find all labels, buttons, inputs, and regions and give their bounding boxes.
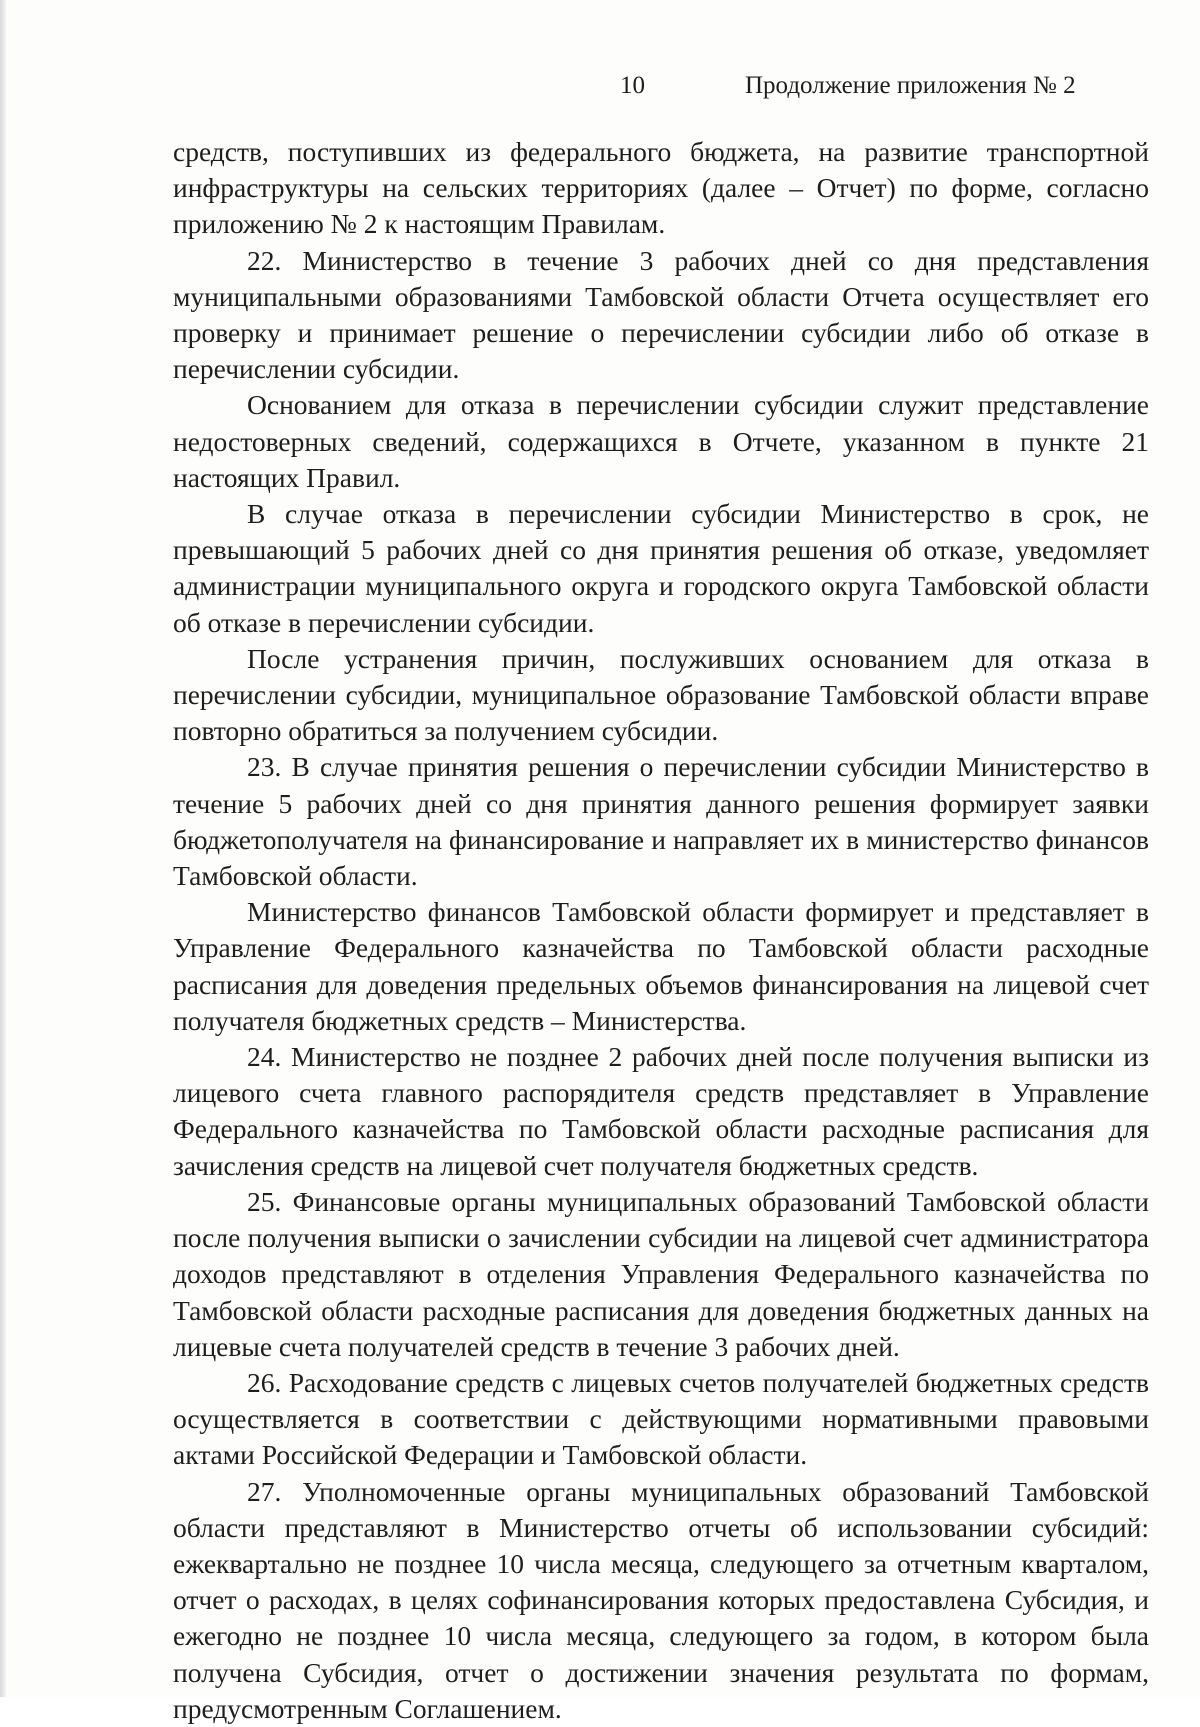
paragraph-finance-ministry: Министерство финансов Тамбовской области формирует и представляет в Управление Федерального казначейства по Тамбовской области расходные расписания для доведения предельных объемов финансирования на лицевой счет получателя бюджетных средств – Министерства. bbox=[173, 896, 1149, 1036]
paragraph-item-22: 22. Министерство в течение 3 рабочих дней со дня представления муниципальными образованиями Тамбовской области Отчета осуществляет его проверку и принимает решение о перечислении субсидии либо об отказе в перечислении субсидии. bbox=[173, 244, 1149, 385]
paragraph-item-25: 25. Финансовые органы муниципальных образований Тамбовской области после получения выписки о зачислении субсидии на лицевой счет администратора доходов представляют в отделения Управления Федерального казначейства по Тамбовской области расходные расписания для доведения бюджетных данных на лицевые счета получателей средств в течение 3 рабочих дней. bbox=[173, 1185, 1149, 1362]
scan-edge bbox=[0, 0, 6, 1697]
paragraph-refusal-grounds: Основанием для отказа в перечислении субсидии служит представление недостоверных сведений, содержащихся в Отчете, указанном в пункте 21 настоящих Правил. bbox=[173, 389, 1149, 493]
appendix-continuation-label: Продолжение приложения № 2 bbox=[745, 72, 1076, 99]
paragraph-refusal-notice: В случае отказа в перечислении субсидии Министерство в срок, не превышающий 5 рабочих дней со дня принятия решения об отказе, уведомляет администрации муниципального округа и городского округа Тамбовской области об отказе в перечислении субсидии. bbox=[173, 498, 1149, 638]
paragraph-item-24: 24. Министерство не позднее 2 рабочих дней после получения выписки из лицевого счета главного распорядителя средств представляет в Управление Федерального казначейства по Тамбовской области расходные расписания для зачисления средств на лицевой счет получателя бюджетных средств. bbox=[173, 1041, 1149, 1181]
paragraph-continuation: средств, поступивших из федерального бюджета, на развитие транспортной инфраструктуры на сельских территориях (далее – Отчет) по форме, согласно приложению № 2 к настоящим Правилам. bbox=[173, 136, 1149, 240]
page-header bbox=[0, 72, 1200, 112]
paragraph-item-27: 27. Уполномоченные органы муниципальных образований Тамбовской области представляют в Министерство отчеты об использовании субсидий: ежеквартально не позднее 10 числа месяца, следующего за отчетным кварталом, отчет о расходах, в целях софинансирования которых предоставлена Субсидия, и ежегодно не позднее 10 числа месяца, следующего за годом, в котором была получена Субсидия, отчет о достижении значения результата по формам, предусмотренным Соглашением. bbox=[173, 1475, 1149, 1724]
paragraph-reapply: После устранения причин, послуживших основанием для отказа в перечислении субсидии, муниципальное образование Тамбовской области вправе повторно обратиться за получением субсидии. bbox=[173, 642, 1149, 747]
paragraph-item-26: 26. Расходование средств с лицевых счетов получателей бюджетных средств осуществляется в соответствии с действующими нормативными правовыми актами Российской Федерации и Тамбовской области. bbox=[173, 1366, 1149, 1471]
page-number: 10 bbox=[620, 72, 645, 99]
paragraph-item-23: 23. В случае принятия решения о перечислении субсидии Министерство в течение 5 рабочих дней со дня принятия данного решения формирует заявки бюджетополучателя на финансирование и направляет их в министерство финансов Тамбовской области. bbox=[173, 751, 1149, 892]
document-body bbox=[173, 134, 1149, 1727]
